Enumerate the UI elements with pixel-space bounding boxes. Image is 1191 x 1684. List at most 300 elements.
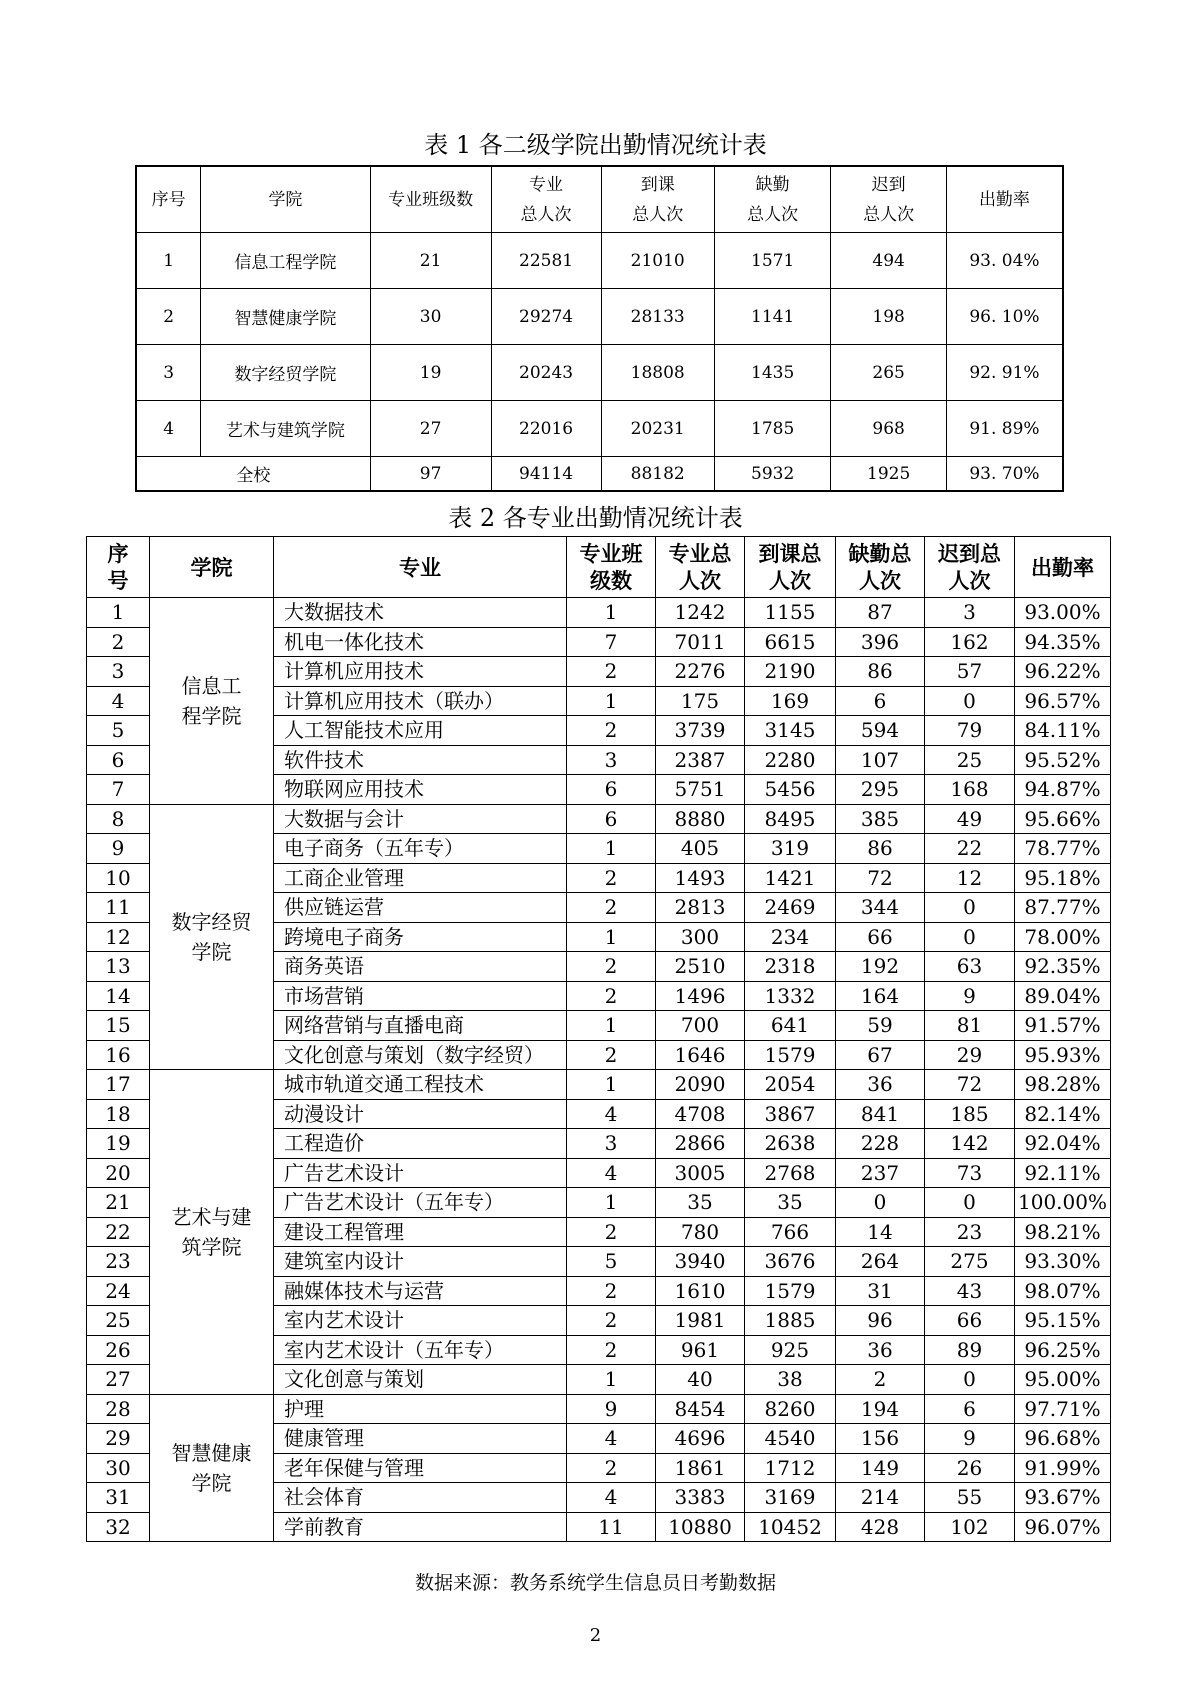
table2-cell: 4540 [745, 1424, 836, 1454]
table2-cell: 961 [656, 1335, 745, 1365]
table2-cell: 766 [745, 1217, 836, 1247]
table2-cell: 2510 [656, 952, 745, 982]
table2-cell: 6 [836, 686, 925, 716]
table2-cell: 31 [836, 1276, 925, 1306]
table2-row [87, 1070, 1111, 1100]
table2-cell: 78.77% [1015, 834, 1111, 864]
table1-cell: 29274 [491, 289, 601, 345]
table2-cell: 2276 [656, 657, 745, 687]
table1-cell: 艺术与建筑学院 [201, 401, 370, 457]
table1-cell: 22016 [491, 401, 601, 457]
table2-index-cell: 25 [87, 1306, 150, 1336]
table2-cell: 1496 [656, 981, 745, 1011]
table2-cell: 36 [836, 1335, 925, 1365]
table2-cell: 6 [567, 804, 656, 834]
table2-cell: 2638 [745, 1129, 836, 1159]
table1-cell: 18808 [601, 345, 714, 401]
table2-cell: 72 [836, 863, 925, 893]
table1-header-cell: 序号 [136, 166, 201, 233]
table2-cell: 40 [656, 1365, 745, 1395]
table1-row [136, 233, 1063, 289]
table2-cell: 29 [925, 1040, 1015, 1070]
table2-cell: 8260 [745, 1394, 836, 1424]
table2-index-cell: 21 [87, 1188, 150, 1218]
table2-cell: 6 [925, 1394, 1015, 1424]
table2-cell: 91.99% [1015, 1453, 1111, 1483]
table1-row [136, 401, 1063, 457]
table2-cell: 94.87% [1015, 775, 1111, 805]
table1-cell: 494 [831, 233, 946, 289]
table2-cell: 92.11% [1015, 1158, 1111, 1188]
table2-index-cell: 16 [87, 1040, 150, 1070]
table2-cell: 1 [567, 598, 656, 628]
table2-cell: 95.00% [1015, 1365, 1111, 1395]
table1-cell: 91. 89% [946, 401, 1063, 457]
table1-row [136, 345, 1063, 401]
table2-cell: 98.07% [1015, 1276, 1111, 1306]
table2-cell: 234 [745, 922, 836, 952]
table2-index-cell: 3 [87, 657, 150, 687]
table1-cell: 20231 [601, 401, 714, 457]
table1-total-cell: 94114 [491, 457, 601, 492]
table2-major-cell: 机电一体化技术 [274, 627, 567, 657]
table2-cell: 162 [925, 627, 1015, 657]
table2-cell: 96.22% [1015, 657, 1111, 687]
table1-cell: 1785 [714, 401, 831, 457]
table2-major-cell: 老年保健与管理 [274, 1453, 567, 1483]
table2-cell: 2866 [656, 1129, 745, 1159]
table2-cell: 23 [925, 1217, 1015, 1247]
table2-cell: 2 [567, 981, 656, 1011]
table2-cell: 1332 [745, 981, 836, 1011]
table2-cell: 0 [925, 686, 1015, 716]
table2-cell: 66 [836, 922, 925, 952]
table2-cell: 2318 [745, 952, 836, 982]
table1-cell: 968 [831, 401, 946, 457]
table1-total-row [136, 457, 1063, 492]
table2-cell: 3940 [656, 1247, 745, 1277]
table2-index-cell: 7 [87, 775, 150, 805]
table2-cell: 8454 [656, 1394, 745, 1424]
table2-major-cell: 物联网应用技术 [274, 775, 567, 805]
table2-index-cell: 30 [87, 1453, 150, 1483]
table2-index-cell: 6 [87, 745, 150, 775]
table1-header-cell: 专业 总人次 [491, 166, 601, 233]
table2-cell: 4696 [656, 1424, 745, 1454]
table2-cell: 1579 [745, 1276, 836, 1306]
table2-cell: 1 [567, 1365, 656, 1395]
table2-cell: 237 [836, 1158, 925, 1188]
table2-cell: 87.77% [1015, 893, 1111, 923]
table2-cell: 59 [836, 1011, 925, 1041]
table2-index-cell: 29 [87, 1424, 150, 1454]
table2-cell: 98.28% [1015, 1070, 1111, 1100]
table2-cell: 8495 [745, 804, 836, 834]
table2-cell: 12 [925, 863, 1015, 893]
table2-cell: 2 [567, 1276, 656, 1306]
table2-cell: 9 [925, 981, 1015, 1011]
table2-cell: 36 [836, 1070, 925, 1100]
table2-index-cell: 27 [87, 1365, 150, 1395]
table2-cell: 3383 [656, 1483, 745, 1513]
table2-cell: 169 [745, 686, 836, 716]
table2-cell: 1155 [745, 598, 836, 628]
table2-cell: 2 [567, 657, 656, 687]
table2-cell: 344 [836, 893, 925, 923]
table2-index-cell: 17 [87, 1070, 150, 1100]
table2-cell: 2768 [745, 1158, 836, 1188]
table2-row [87, 1394, 1111, 1424]
table2-cell: 2190 [745, 657, 836, 687]
table2-cell: 185 [925, 1099, 1015, 1129]
table2-cell: 1712 [745, 1453, 836, 1483]
table2-index-cell: 24 [87, 1276, 150, 1306]
table2-cell: 94.35% [1015, 627, 1111, 657]
table2-major-cell: 文化创意与策划（数字经贸） [274, 1040, 567, 1070]
table2-major-cell: 计算机应用技术（联办） [274, 686, 567, 716]
table2-cell: 93.00% [1015, 598, 1111, 628]
table2-cell: 214 [836, 1483, 925, 1513]
table1-cell: 21 [370, 233, 491, 289]
table2-cell: 43 [925, 1276, 1015, 1306]
table2-cell: 1 [567, 834, 656, 864]
table1-cell: 1571 [714, 233, 831, 289]
table2-cell: 142 [925, 1129, 1015, 1159]
table1-row [136, 289, 1063, 345]
table2-major-cell: 商务英语 [274, 952, 567, 982]
table2-cell: 0 [925, 1188, 1015, 1218]
table2-cell: 2 [567, 1040, 656, 1070]
table2-index-cell: 2 [87, 627, 150, 657]
table2-major-cell: 融媒体技术与运营 [274, 1276, 567, 1306]
table2-cell: 6615 [745, 627, 836, 657]
table2-cell: 102 [925, 1512, 1015, 1542]
table1-header-cell: 出勤率 [946, 166, 1063, 233]
table2-cell: 0 [836, 1188, 925, 1218]
table2-college-cell: 信息工 程学院 [150, 598, 274, 805]
table2-cell: 2 [567, 716, 656, 746]
table2-cell: 295 [836, 775, 925, 805]
table2-cell: 4 [567, 1483, 656, 1513]
table2-caption: 表 2 各专业出勤情况统计表 [448, 504, 743, 532]
major-attendance-table [86, 536, 1111, 1542]
table1-cell: 92. 91% [946, 345, 1063, 401]
table2-cell: 35 [745, 1188, 836, 1218]
table2-cell: 95.52% [1015, 745, 1111, 775]
table2-cell: 1646 [656, 1040, 745, 1070]
table2-major-cell: 电子商务（五年专） [274, 834, 567, 864]
table2-cell: 72 [925, 1070, 1015, 1100]
table2-cell: 1 [567, 922, 656, 952]
table2-cell: 1493 [656, 863, 745, 893]
table2-cell: 100.00% [1015, 1188, 1111, 1218]
table2-index-cell: 12 [87, 922, 150, 952]
table2-cell: 192 [836, 952, 925, 982]
table2-cell: 1 [567, 686, 656, 716]
table2-cell: 95.93% [1015, 1040, 1111, 1070]
table2-cell: 82.14% [1015, 1099, 1111, 1129]
table1-caption: 表 1 各二级学院出勤情况统计表 [424, 131, 767, 159]
table2-major-cell: 人工智能技术应用 [274, 716, 567, 746]
table1-cell: 27 [370, 401, 491, 457]
table2-cell: 35 [656, 1188, 745, 1218]
table2-header-cell: 专业总 人次 [656, 537, 745, 598]
table1-header-cell: 到课 总人次 [601, 166, 714, 233]
table2-cell: 3005 [656, 1158, 745, 1188]
table2-cell: 194 [836, 1394, 925, 1424]
table1-cell: 3 [136, 345, 201, 401]
table2-cell: 92.35% [1015, 952, 1111, 982]
table2-cell: 168 [925, 775, 1015, 805]
table2-row [87, 598, 1111, 628]
table2-cell: 1421 [745, 863, 836, 893]
table2-cell: 10452 [745, 1512, 836, 1542]
table2-major-cell: 社会体育 [274, 1483, 567, 1513]
table2-index-cell: 32 [87, 1512, 150, 1542]
table2-cell: 14 [836, 1217, 925, 1247]
table2-cell: 300 [656, 922, 745, 952]
table2-cell: 3145 [745, 716, 836, 746]
table2-cell: 87 [836, 598, 925, 628]
table1-cell: 198 [831, 289, 946, 345]
table2-cell: 1 [567, 1070, 656, 1100]
table2-major-cell: 供应链运营 [274, 893, 567, 923]
table1-cell: 20243 [491, 345, 601, 401]
table2-college-cell: 数字经贸 学院 [150, 804, 274, 1070]
table2-cell: 1861 [656, 1453, 745, 1483]
table1-cell: 1 [136, 233, 201, 289]
table2-cell: 1 [567, 1011, 656, 1041]
table2-cell: 319 [745, 834, 836, 864]
table2-cell: 149 [836, 1453, 925, 1483]
table2-cell: 7 [567, 627, 656, 657]
table2-cell: 2090 [656, 1070, 745, 1100]
table2-cell: 1 [567, 1188, 656, 1218]
table2-cell: 86 [836, 657, 925, 687]
table1-cell: 4 [136, 401, 201, 457]
table2-cell: 841 [836, 1099, 925, 1129]
table2-major-cell: 工商企业管理 [274, 863, 567, 893]
table2-cell: 641 [745, 1011, 836, 1041]
table2-cell: 156 [836, 1424, 925, 1454]
table2-major-cell: 城市轨道交通工程技术 [274, 1070, 567, 1100]
table1-cell: 智慧健康学院 [201, 289, 370, 345]
table2-cell: 1242 [656, 598, 745, 628]
table2-index-cell: 1 [87, 598, 150, 628]
table2-cell: 9 [925, 1424, 1015, 1454]
table2-cell: 73 [925, 1158, 1015, 1188]
table2-cell: 96.57% [1015, 686, 1111, 716]
table2-cell: 405 [656, 834, 745, 864]
table2-major-cell: 动漫设计 [274, 1099, 567, 1129]
table2-major-cell: 网络营销与直播电商 [274, 1011, 567, 1041]
table2-cell: 164 [836, 981, 925, 1011]
table1-cell: 2 [136, 289, 201, 345]
table2-cell: 700 [656, 1011, 745, 1041]
table2-cell: 95.66% [1015, 804, 1111, 834]
table2-cell: 57 [925, 657, 1015, 687]
table1-header-cell: 专业班级数 [370, 166, 491, 233]
table2-cell: 2 [567, 1453, 656, 1483]
table2-cell: 5751 [656, 775, 745, 805]
table2-index-cell: 13 [87, 952, 150, 982]
table2-cell: 3 [925, 598, 1015, 628]
table2-cell: 275 [925, 1247, 1015, 1277]
table1-cell: 1435 [714, 345, 831, 401]
table2-cell: 5456 [745, 775, 836, 805]
table1-total-label: 全校 [136, 457, 370, 492]
table2-cell: 2813 [656, 893, 745, 923]
table2-cell: 89 [925, 1335, 1015, 1365]
table1-total-cell: 88182 [601, 457, 714, 492]
table1-cell: 93. 04% [946, 233, 1063, 289]
table2-major-cell: 广告艺术设计（五年专） [274, 1188, 567, 1218]
page-number: 2 [589, 1625, 602, 1646]
table2-major-cell: 护理 [274, 1394, 567, 1424]
table1-total-cell: 93. 70% [946, 457, 1063, 492]
table2-cell: 2 [567, 1217, 656, 1247]
table2-cell: 3867 [745, 1099, 836, 1129]
table2-header-cell: 序 号 [87, 537, 150, 598]
table2-major-cell: 大数据技术 [274, 598, 567, 628]
table2-cell: 55 [925, 1483, 1015, 1513]
table2-index-cell: 22 [87, 1217, 150, 1247]
table1-total-cell: 5932 [714, 457, 831, 492]
table2-cell: 385 [836, 804, 925, 834]
table1-header-row [136, 166, 1063, 233]
table2-cell: 2469 [745, 893, 836, 923]
table2-cell: 428 [836, 1512, 925, 1542]
table2-index-cell: 5 [87, 716, 150, 746]
table2-cell: 3739 [656, 716, 745, 746]
table2-index-cell: 31 [87, 1483, 150, 1513]
table2-cell: 84.11% [1015, 716, 1111, 746]
table1-cell: 1141 [714, 289, 831, 345]
table2-cell: 95.15% [1015, 1306, 1111, 1336]
table2-header-cell: 缺勤总 人次 [836, 537, 925, 598]
table2-cell: 81 [925, 1011, 1015, 1041]
table2-cell: 175 [656, 686, 745, 716]
table2-header-cell: 出勤率 [1015, 537, 1111, 598]
table2-major-cell: 学前教育 [274, 1512, 567, 1542]
table2-cell: 594 [836, 716, 925, 746]
college-attendance-table [135, 165, 1064, 492]
table2-cell: 780 [656, 1217, 745, 1247]
table2-cell: 89.04% [1015, 981, 1111, 1011]
table1-header-cell: 学院 [201, 166, 370, 233]
table1-cell: 30 [370, 289, 491, 345]
table2-cell: 4 [567, 1158, 656, 1188]
table2-cell: 107 [836, 745, 925, 775]
table2-cell: 2 [567, 1335, 656, 1365]
table2-cell: 96.68% [1015, 1424, 1111, 1454]
table2-major-cell: 文化创意与策划 [274, 1365, 567, 1395]
table2-index-cell: 26 [87, 1335, 150, 1365]
table2-cell: 0 [925, 922, 1015, 952]
table2-cell: 38 [745, 1365, 836, 1395]
table2-major-cell: 健康管理 [274, 1424, 567, 1454]
table2-cell: 1981 [656, 1306, 745, 1336]
table2-major-cell: 建筑室内设计 [274, 1247, 567, 1277]
table2-cell: 3676 [745, 1247, 836, 1277]
table2-cell: 63 [925, 952, 1015, 982]
table2-college-cell: 艺术与建 筑学院 [150, 1070, 274, 1395]
table2-cell: 2 [567, 863, 656, 893]
table2-cell: 10880 [656, 1512, 745, 1542]
table2-cell: 8880 [656, 804, 745, 834]
table2-header-cell: 迟到总 人次 [925, 537, 1015, 598]
table2-major-cell: 跨境电子商务 [274, 922, 567, 952]
table1-cell: 19 [370, 345, 491, 401]
table2-header-cell: 学院 [150, 537, 274, 598]
table2-cell: 49 [925, 804, 1015, 834]
table2-cell: 2 [567, 1306, 656, 1336]
table2-index-cell: 28 [87, 1394, 150, 1424]
table2-index-cell: 19 [87, 1129, 150, 1159]
table2-cell: 2 [836, 1365, 925, 1395]
table2-cell: 11 [567, 1512, 656, 1542]
table1-total-cell: 1925 [831, 457, 946, 492]
table2-cell: 228 [836, 1129, 925, 1159]
table2-major-cell: 建设工程管理 [274, 1217, 567, 1247]
table2-cell: 0 [925, 1365, 1015, 1395]
table1-header-cell: 缺勤 总人次 [714, 166, 831, 233]
table2-header-cell: 专业 [274, 537, 567, 598]
table2-cell: 396 [836, 627, 925, 657]
table2-index-cell: 18 [87, 1099, 150, 1129]
table1-cell: 265 [831, 345, 946, 401]
table1-cell: 96. 10% [946, 289, 1063, 345]
data-source-note: 数据来源：教务系统学生信息员日考勤数据 [414, 1572, 776, 1594]
table2-college-cell: 智慧健康 学院 [150, 1394, 274, 1542]
table2-cell: 1579 [745, 1040, 836, 1070]
table2-row [87, 804, 1111, 834]
table2-cell: 0 [925, 893, 1015, 923]
table2-cell: 264 [836, 1247, 925, 1277]
table2-cell: 97.71% [1015, 1394, 1111, 1424]
table2-cell: 5 [567, 1247, 656, 1277]
table1-header-cell: 迟到 总人次 [831, 166, 946, 233]
table2-cell: 1885 [745, 1306, 836, 1336]
table2-cell: 25 [925, 745, 1015, 775]
table2-cell: 7011 [656, 627, 745, 657]
table2-cell: 67 [836, 1040, 925, 1070]
table2-cell: 6 [567, 775, 656, 805]
table2-major-cell: 广告艺术设计 [274, 1158, 567, 1188]
table2-index-cell: 9 [87, 834, 150, 864]
table2-cell: 79 [925, 716, 1015, 746]
table2-header-row [87, 537, 1111, 598]
table2-cell: 3 [567, 1129, 656, 1159]
table2-cell: 96 [836, 1306, 925, 1336]
table2-cell: 3 [567, 745, 656, 775]
table2-cell: 78.00% [1015, 922, 1111, 952]
table2-index-cell: 20 [87, 1158, 150, 1188]
table1-total-cell: 97 [370, 457, 491, 492]
table2-index-cell: 23 [87, 1247, 150, 1277]
table2-cell: 2 [567, 893, 656, 923]
table2-index-cell: 4 [87, 686, 150, 716]
table2-cell: 98.21% [1015, 1217, 1111, 1247]
table2-cell: 925 [745, 1335, 836, 1365]
table2-cell: 4 [567, 1424, 656, 1454]
table2-header-cell: 到课总 人次 [745, 537, 836, 598]
table2-cell: 96.25% [1015, 1335, 1111, 1365]
table2-index-cell: 8 [87, 804, 150, 834]
table2-cell: 96.07% [1015, 1512, 1111, 1542]
table2-index-cell: 11 [87, 893, 150, 923]
table2-cell: 93.67% [1015, 1483, 1111, 1513]
